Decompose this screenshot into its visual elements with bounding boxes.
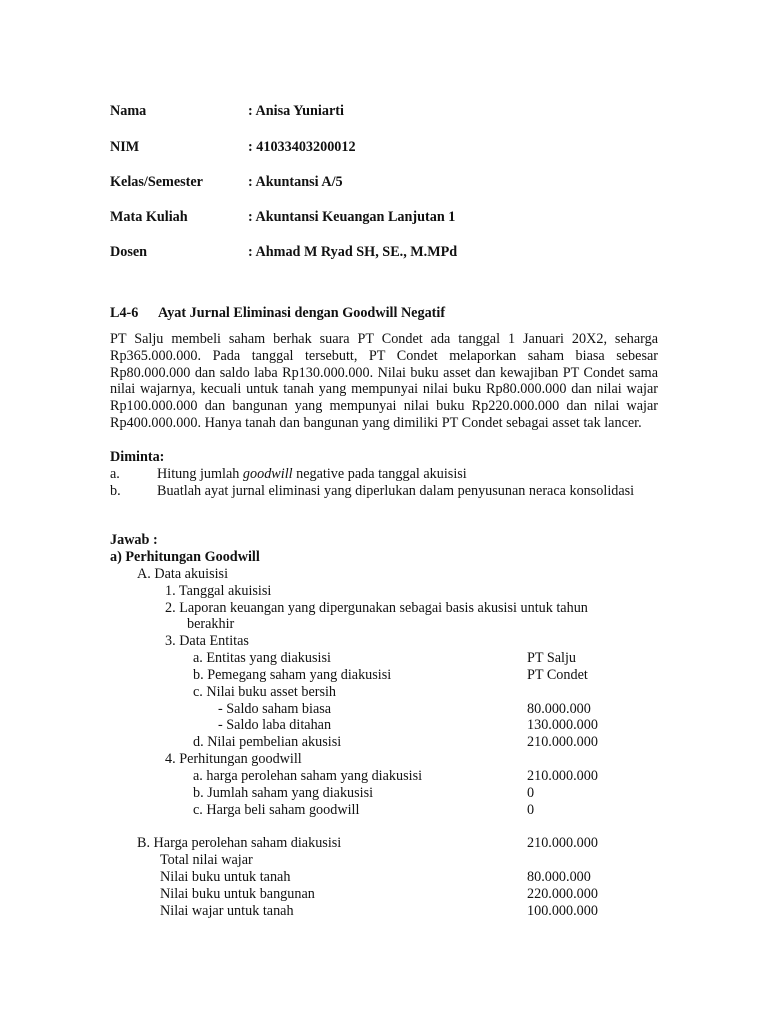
row-B4-value: 220.000.000	[527, 886, 598, 902]
row-3d-label: d. Nilai pembelian akusisi	[193, 734, 342, 750]
section-a-heading: a) Perhitungan Goodwill	[110, 549, 260, 565]
row-3c2-label: - Saldo laba ditahan	[218, 717, 332, 733]
row-B3-label: Nilai buku untuk tanah	[160, 869, 291, 885]
row-3c1-label: - Saldo saham biasa	[218, 701, 332, 717]
label-kelas: Kelas/Semester	[110, 174, 203, 190]
task-a-italic: goodwill	[242, 466, 293, 482]
problem-paragraph: PT Salju membeli saham berhak suara PT Condet ada tanggal 1 Januari 20X2, seharga Rp365.000.000. Pada tanggal tersebutt, PT Condet melaporkan saham biasa sebesar Rp80.000.000 dan saldo laba Rp130.000.000. Nilai buku asset dan kewajiban PT Condet sama nilai wajarnya, kecuali untuk tanah yang mempunyai nilai buku Rp80.000.000 dan nilai wajar Rp100.000.000 dan bangunan yang mempunyai nilai buku Rp220.000.000 dan nilai wajar Rp400.000.000. Hanya tanah dan bangunan yang dimiliki PT Condet sebagai asset tak lancer.	[110, 331, 658, 431]
diminta-label: Diminta:	[110, 449, 165, 465]
value-matkul: : Akuntansi Keuangan Lanjutan 1	[248, 209, 456, 225]
row-4c-value: 0	[527, 802, 535, 818]
row-3a-value: PT Salju	[527, 650, 577, 666]
item-4: 4. Perhitungan goodwill	[165, 751, 302, 767]
row-3c2-value: 130.000.000	[527, 717, 598, 733]
task-b-text: Buatlah ayat jurnal eliminasi yang diperlukan dalam penyusunan neraca konsolidasi	[157, 483, 635, 499]
row-3c-label: c. Nilai buku asset bersih	[193, 684, 337, 700]
row-B2-label: Total nilai wajar	[160, 852, 253, 868]
row-4b-value: 0	[527, 785, 535, 801]
item-2-line2: berakhir	[187, 616, 235, 632]
row-B1-value: 210.000.000	[527, 835, 598, 851]
value-kelas: : Akuntansi A/5	[248, 174, 343, 190]
task-a-text	[157, 466, 467, 483]
row-4a-label: a. harga perolehan saham yang diakusisi	[193, 768, 423, 784]
value-nim: : 41033403200012	[248, 139, 356, 155]
row-3a-label: a. Entitas yang diakusisi	[193, 650, 331, 666]
jawab-label: Jawab :	[110, 532, 158, 548]
label-nama: Nama	[110, 103, 147, 119]
value-nama: : Anisa Yuniarti	[248, 103, 344, 119]
row-4b-label: b. Jumlah saham yang diakusisi	[193, 785, 374, 801]
row-3d-value: 210.000.000	[527, 734, 598, 750]
item-2-line1: 2. Laporan keuangan yang dipergunakan sebagai basis akusisi untuk tahun	[165, 600, 588, 616]
task-b-marker: b.	[110, 483, 121, 499]
row-3b-label: b. Pemegang saham yang diakusisi	[193, 667, 392, 683]
row-3c1-value: 80.000.000	[527, 701, 591, 717]
row-B3-value: 80.000.000	[527, 869, 591, 885]
problem-code: L4-6	[110, 305, 139, 321]
row-B5-label: Nilai wajar untuk tanah	[160, 903, 294, 919]
label-dosen: Dosen	[110, 244, 148, 260]
task-a-after: negative pada tanggal akuisisi	[292, 466, 467, 482]
task-a-marker: a.	[110, 466, 120, 482]
item-1: 1. Tanggal akuisisi	[165, 583, 272, 599]
task-a-before: Hitung jumlah	[157, 466, 243, 482]
row-B4-label: Nilai buku untuk bangunan	[160, 886, 315, 902]
problem-title: Ayat Jurnal Eliminasi dengan Goodwill Negatif	[158, 305, 446, 321]
label-matkul: Mata Kuliah	[110, 209, 188, 225]
row-B5-value: 100.000.000	[527, 903, 598, 919]
row-4c-label: c. Harga beli saham goodwill	[193, 802, 360, 818]
label-nim: NIM	[110, 139, 140, 155]
section-A-title: A. Data akuisisi	[137, 566, 229, 582]
row-4a-value: 210.000.000	[527, 768, 598, 784]
row-B1-label: B. Harga perolehan saham diakusisi	[137, 835, 342, 851]
row-3b-value: PT Condet	[527, 667, 588, 683]
item-3: 3. Data Entitas	[165, 633, 249, 649]
value-dosen: : Ahmad M Ryad SH, SE., M.MPd	[248, 244, 458, 260]
